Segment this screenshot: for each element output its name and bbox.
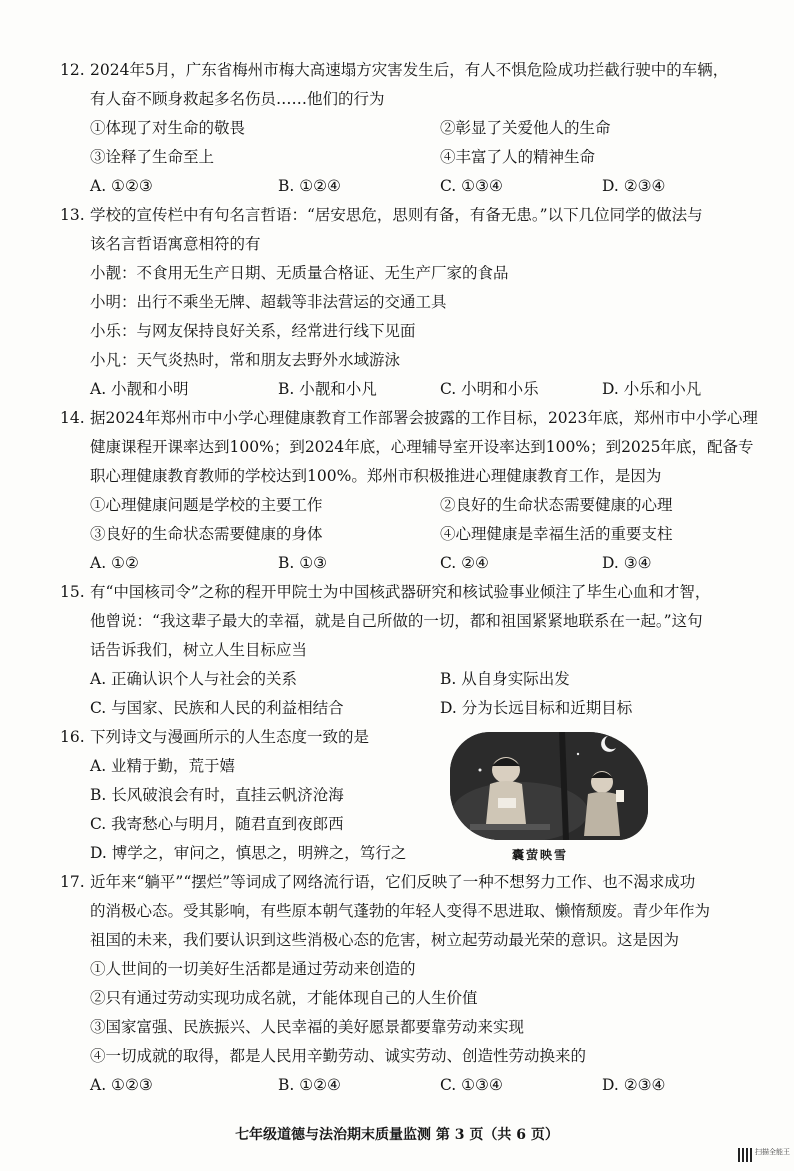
question-stem: 下列诗文与漫画所示的人生态度一致的是	[90, 728, 370, 746]
question-12	[60, 56, 760, 114]
statement: ①心理健康问题是学校的主要工作	[90, 496, 323, 514]
statement: ④心理健康是幸福生活的重要支柱	[440, 525, 673, 543]
choice-a: A. ①②③	[90, 1076, 153, 1094]
page-footer: 七年级道德与法治期末质量监测 第 3 页（共 6 页）	[235, 1127, 559, 1143]
statement: ①体现了对生命的敬畏	[90, 119, 246, 137]
question-stem: 他曾说：“我这辈子最大的幸福，就是自己所做的一切，都和祖国紧紧地联系在一起。”这句	[90, 612, 703, 630]
choice-d: D. 博学之，审问之，慎思之，明辨之，笃行之	[90, 844, 407, 862]
statement: 小乐：与网友保持良好关系，经常进行线下见面	[90, 322, 416, 340]
statement: 小凡：天气炎热时，常和朋友去野外水域游泳	[90, 351, 401, 369]
question-number: 15.	[60, 583, 85, 601]
question-15	[60, 578, 760, 665]
question-14	[60, 404, 760, 491]
question-stem: 祖国的未来，我们要认识到这些消极心态的危害，树立起劳动最光荣的意识。这是因为	[90, 931, 680, 949]
question-number: 14.	[60, 409, 85, 427]
statement: 小靓：不食用无生产日期、无质量合格证、无生产厂家的食品	[90, 264, 509, 282]
question-stem: 有“中国核司令”之称的程开甲院士为中国核武器研究和核试验事业倾注了毕生心血和才智，	[90, 583, 711, 601]
statement: ④一切成就的取得，都是人民用辛勤劳动、诚实劳动、创造性劳动换来的	[90, 1047, 587, 1065]
statement: ③良好的生命状态需要健康的身体	[90, 525, 323, 543]
scanner-watermark: 扫描全能王	[755, 1148, 790, 1156]
choice-c: C. 我寄愁心与明月，随君直到夜郎西	[90, 815, 344, 833]
choice-c: C. 与国家、民族和人民的利益相结合	[90, 699, 344, 717]
choice-a: A. 小靓和小明	[90, 380, 189, 398]
choice-b: B. ①②④	[278, 177, 341, 195]
question-stem: 据2024年郑州市中小学心理健康教育工作部署会披露的工作目标，2023年底，郑州市中小学心理	[90, 409, 758, 427]
choice-c: C. ①③④	[440, 177, 503, 195]
choice-a: A. ①②	[90, 554, 139, 572]
choice-a: A. 业精于勤，荒于嬉	[90, 757, 236, 775]
choice-c: C. ①③④	[440, 1076, 503, 1094]
question-16	[60, 723, 450, 752]
statement: 小明：出行不乘坐无牌、超载等非法营运的交通工具	[90, 293, 447, 311]
choice-b: B. 小靓和小凡	[278, 380, 377, 398]
question-stem: 话告诉我们，树立人生目标应当	[90, 641, 308, 659]
question-number: 13.	[60, 206, 85, 224]
question-stem: 近年来“躺平”“摆烂”等词成了网络流行语，它们反映了一种不想努力工作、也不渴求成功	[90, 873, 696, 891]
question-number: 17.	[60, 873, 85, 891]
comic-drawing	[450, 732, 648, 840]
choice-c: C. ②④	[440, 554, 489, 572]
question-stem: 健康课程开课率达到100%；到2024年底，心理辅导室开设率达到100%；到2025年底，配备专	[90, 438, 754, 456]
choice-a: A. 正确认识个人与社会的关系	[90, 670, 298, 688]
question-stem: 的消极心态。受其影响，有些原本朝气蓬勃的年轻人变得不思进取、懒惰颓废。青少年作为	[90, 902, 711, 920]
question-number: 16.	[60, 728, 85, 746]
choice-b: B. 从自身实际出发	[440, 670, 570, 688]
choice-d: D. ③④	[602, 554, 652, 572]
choice-c: C. 小明和小乐	[440, 380, 539, 398]
choice-b: B. ①③	[278, 554, 328, 572]
statement: ③诠释了生命至上	[90, 148, 215, 166]
statement: ①人世间的一切美好生活都是通过劳动来创造的	[90, 960, 416, 978]
question-stem: 学校的宣传栏中有句名言哲语：“居安思危，思则有备，有备无患。”以下几位同学的做法与	[90, 206, 703, 224]
question-stem: 职心理健康教育教师的学校达到100%。郑州市积极推进心理健康教育工作，是因为	[90, 467, 662, 485]
question-stem: 有人奋不顾身救起多名伤员……他们的行为	[90, 90, 385, 108]
choice-b: B. ①②④	[278, 1076, 341, 1094]
statement: ③国家富强、民族振兴、人民幸福的美好愿景都要靠劳动来实现	[90, 1018, 525, 1036]
question-number: 12.	[60, 61, 85, 79]
choice-d: D. 小乐和小凡	[602, 380, 702, 398]
choice-d: D. 分为长远目标和近期目标	[440, 699, 633, 717]
choice-b: B. 长风破浪会有时，直挂云帆济沧海	[90, 786, 344, 804]
question-stem: 该名言哲语寓意相符的有	[90, 235, 261, 253]
choice-d: D. ②③④	[602, 1076, 666, 1094]
comic-illustration	[450, 732, 648, 840]
question-stem: 2024年5月，广东省梅州市梅大高速塌方灾害发生后，有人不惧危险成功拦截行驶中的车辆，	[90, 61, 729, 79]
question-13	[60, 201, 760, 259]
choice-d: D. ②③④	[602, 177, 666, 195]
statement: ②良好的生命状态需要健康的心理	[440, 496, 673, 514]
qr-code-icon	[738, 1148, 752, 1162]
statement: ②只有通过劳动实现功成名就，才能体现自己的人生价值	[90, 989, 478, 1007]
question-17	[60, 868, 760, 955]
statement: ④丰富了人的精神生命	[440, 148, 596, 166]
statement: ②彰显了关爱他人的生命	[440, 119, 611, 137]
comic-caption: 囊萤映雪	[512, 848, 569, 862]
choice-a: A. ①②③	[90, 177, 153, 195]
